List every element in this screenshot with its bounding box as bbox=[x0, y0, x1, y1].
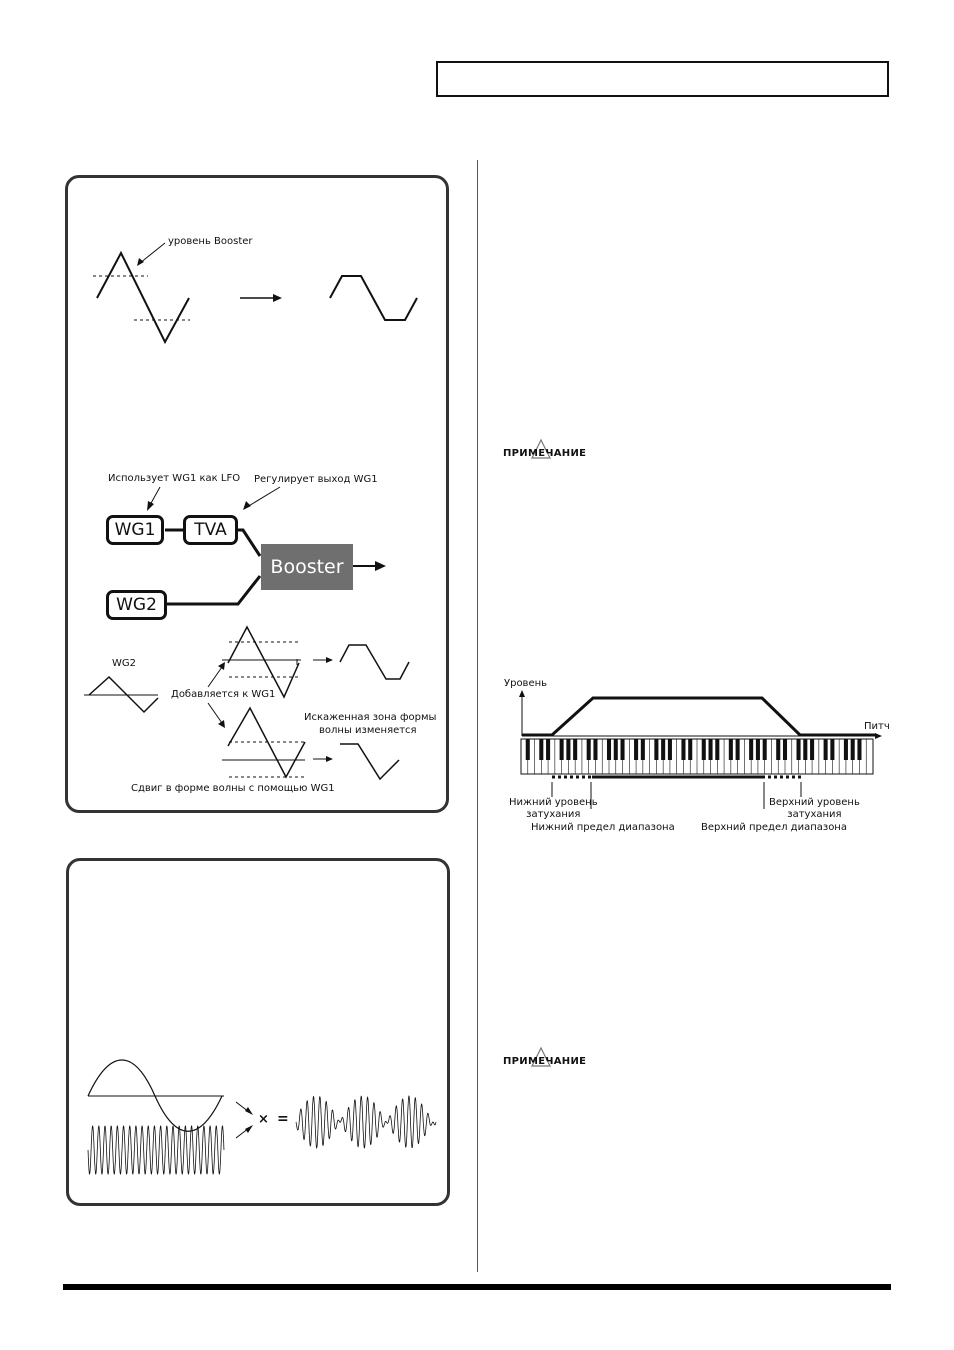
tva-block: TVA bbox=[183, 515, 238, 545]
pitch-axis-label: Питч bbox=[864, 721, 890, 732]
wg2-small-label: WG2 bbox=[112, 658, 136, 669]
lower-limit-label: Нижний предел диапазона bbox=[531, 822, 675, 833]
distorted-wave-up bbox=[340, 645, 409, 679]
upper-fade-label: Верхний уровень затухания bbox=[769, 797, 860, 820]
wg2-to-booster-line bbox=[167, 576, 260, 604]
equals-sign: = bbox=[277, 1111, 289, 1127]
shifted-wave-up bbox=[228, 627, 299, 697]
wg2-block: WG2 bbox=[106, 590, 167, 620]
chain-arrows bbox=[150, 487, 280, 507]
times-sign: × bbox=[258, 1112, 269, 1127]
note-label-1: ПРИМЕЧАНИЕ bbox=[503, 448, 587, 459]
fade-envelope bbox=[522, 698, 876, 735]
lower-fade-label: Нижний уровень затухания bbox=[509, 797, 598, 820]
upper-limit-label: Верхний предел диапазона bbox=[701, 822, 847, 833]
booster-output-arrow bbox=[352, 561, 386, 571]
triangle-wave-input bbox=[97, 253, 189, 342]
clipped-wave-output bbox=[330, 276, 417, 320]
distorted-label-line1: Искаженная зона формы bbox=[304, 712, 437, 723]
distorted-label-line2: волны изменяется bbox=[319, 725, 417, 736]
added-to-wg1-label: Добавляется к WG1 bbox=[171, 689, 276, 700]
distorted-wave-down bbox=[340, 744, 399, 779]
booster-pointer bbox=[140, 243, 165, 263]
arrow-right-icon bbox=[240, 294, 282, 302]
note-label-2: ПРИМЕЧАНИЕ bbox=[503, 1056, 587, 1067]
wg1-block: WG1 bbox=[106, 515, 164, 545]
shift-label: Сдвиг в форме волны с помощью WG1 bbox=[131, 783, 335, 794]
booster-level-label: уровень Booster bbox=[168, 236, 253, 247]
uses-wg1-label: Использует WG1 как LFO bbox=[108, 473, 241, 484]
level-axis-y bbox=[519, 690, 525, 736]
regulates-label: Регулирует выход WG1 bbox=[254, 474, 378, 485]
ring-mod-panel bbox=[66, 858, 450, 1206]
tva-to-booster-line bbox=[238, 530, 260, 556]
booster-block: Booster bbox=[261, 544, 353, 590]
level-axis-label: Уровень bbox=[504, 678, 548, 689]
